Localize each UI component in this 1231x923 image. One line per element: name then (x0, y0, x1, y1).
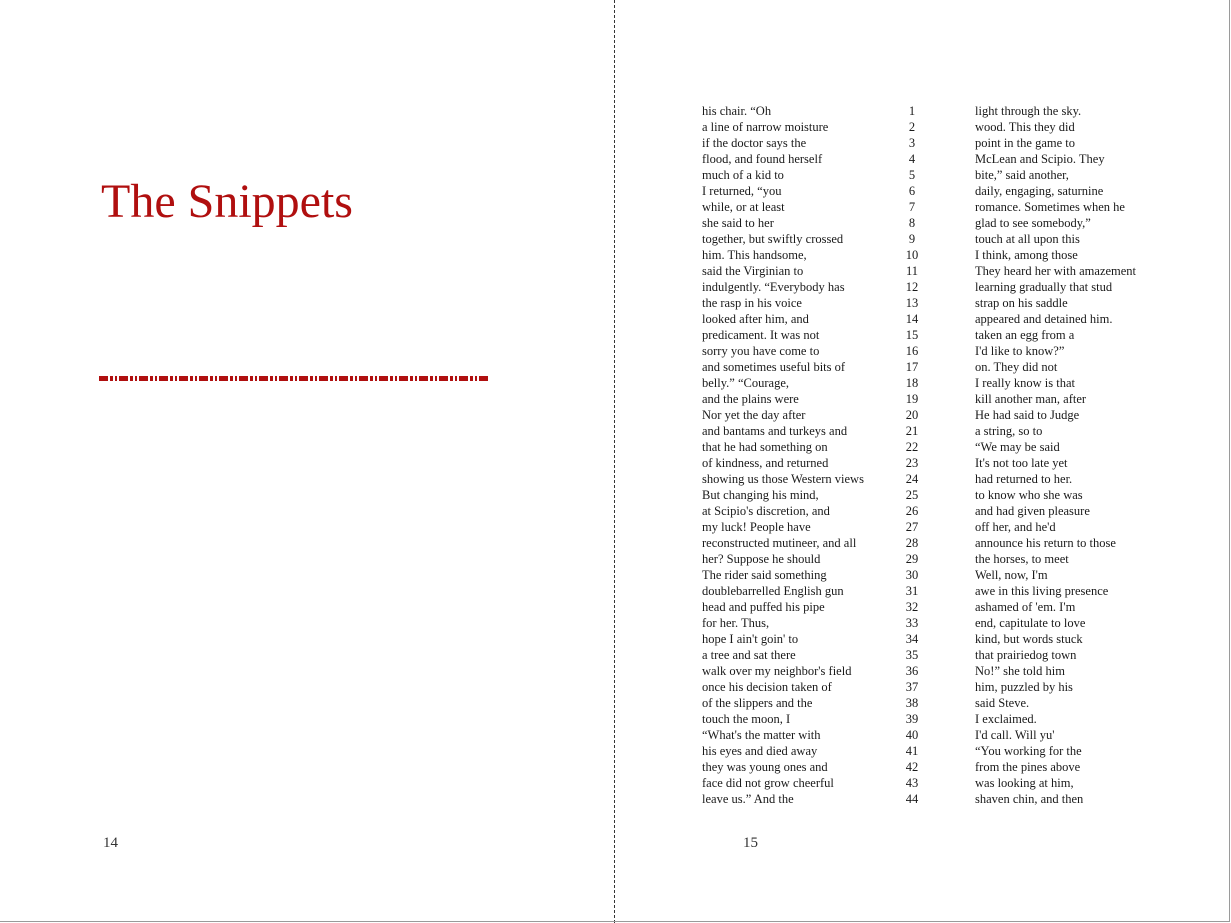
left-page (0, 0, 614, 921)
snippet-left-text: his chair. “Oh (702, 104, 772, 118)
snippet-left-text: a tree and sat there (702, 648, 796, 662)
snippet-row (702, 679, 1182, 695)
snippet-line-number: 40 (905, 728, 919, 742)
snippet-line-number: 6 (908, 184, 916, 198)
snippet-right-text: the horses, to meet (975, 552, 1069, 566)
snippet-right-text: “We may be said (975, 440, 1060, 454)
snippet-row (702, 647, 1182, 663)
snippet-line-number: 42 (905, 760, 919, 774)
snippet-line-number: 5 (908, 168, 916, 182)
snippet-line-number: 26 (905, 504, 919, 518)
snippet-left-text: said the Virginian to (702, 264, 804, 278)
snippet-row (702, 215, 1182, 231)
snippet-left-text: The rider said something (702, 568, 827, 582)
snippet-row (702, 119, 1182, 135)
snippet-right-text: kill another man, after (975, 392, 1087, 406)
snippet-right-text: and had given pleasure (975, 504, 1090, 518)
snippet-right-text: No!” she told him (975, 664, 1065, 678)
snippet-right-text: wood. This they did (975, 120, 1075, 134)
snippet-left-text: face did not grow cheerful (702, 776, 834, 790)
snippet-line-number: 24 (905, 472, 919, 486)
snippet-row (702, 455, 1182, 471)
snippet-row (702, 407, 1182, 423)
snippet-right-text: They heard her with amazement (975, 264, 1137, 278)
snippet-left-text: a line of narrow moisture (702, 120, 829, 134)
snippet-left-text: together, but swiftly crossed (702, 232, 844, 246)
snippet-line-number: 15 (905, 328, 919, 342)
snippet-left-text: and sometimes useful bits of (702, 360, 846, 374)
snippet-line-number: 17 (905, 360, 919, 374)
snippet-right-text: announce his return to those (975, 536, 1116, 550)
snippet-row (702, 615, 1182, 631)
snippet-left-text: of the slippers and the (702, 696, 813, 710)
snippet-right-text: McLean and Scipio. They (975, 152, 1105, 166)
snippet-row (702, 663, 1182, 679)
snippet-row (702, 599, 1182, 615)
snippet-right-text: daily, engaging, saturnine (975, 184, 1104, 198)
snippet-left-text: showing us those Western views (702, 472, 864, 486)
snippet-row (702, 775, 1182, 791)
snippet-row (702, 327, 1182, 343)
snippet-row (702, 391, 1182, 407)
snippet-right-text: that prairiedog town (975, 648, 1077, 662)
snippet-right-text: shaven chin, and then (975, 792, 1084, 806)
snippet-left-text: indulgently. “Everybody has (702, 280, 845, 294)
snippet-left-text: him. This handsome, (702, 248, 807, 262)
snippet-line-number: 14 (905, 312, 919, 326)
snippet-line-number: 27 (905, 520, 919, 534)
snippet-line-number: 8 (908, 216, 916, 230)
snippet-row (702, 711, 1182, 727)
snippet-line-number: 43 (905, 776, 919, 790)
snippet-left-text: leave us.” And the (702, 792, 794, 806)
snippet-row (702, 311, 1182, 327)
snippet-line-number: 34 (905, 632, 919, 646)
snippet-line-number: 12 (905, 280, 919, 294)
snippet-line-number: 3 (908, 136, 916, 150)
snippet-right-text: ashamed of 'em. I'm (975, 600, 1076, 614)
snippet-row (702, 535, 1182, 551)
snippet-right-text: touch at all upon this (975, 232, 1080, 246)
snippet-left-text: if the doctor says the (702, 136, 807, 150)
snippet-line-number: 20 (905, 408, 919, 422)
snippet-row (702, 231, 1182, 247)
snippet-row (702, 727, 1182, 743)
snippet-row (702, 247, 1182, 263)
snippet-left-text: looked after him, and (702, 312, 809, 326)
page-title: The Snippets (101, 175, 353, 228)
snippet-left-text: I returned, “you (702, 184, 782, 198)
snippet-line-number: 11 (905, 264, 919, 278)
snippet-right-text: I really know is that (975, 376, 1075, 390)
snippet-left-text: doublebarrelled English gun (702, 584, 844, 598)
page-number-left: 14 (103, 835, 118, 851)
snippet-row (702, 583, 1182, 599)
snippet-left-text: of kindness, and returned (702, 456, 829, 470)
snippet-line-number: 31 (905, 584, 919, 598)
snippet-left-text: walk over my neighbor's field (702, 664, 852, 678)
snippet-left-text: his eyes and died away (702, 744, 818, 758)
snippet-left-text: for her. Thus, (702, 616, 770, 630)
snippet-row (702, 359, 1182, 375)
snippet-left-text: she said to her (702, 216, 774, 230)
snippet-row (702, 295, 1182, 311)
snippet-line-number: 25 (905, 488, 919, 502)
snippet-right-text: to know who she was (975, 488, 1083, 502)
snippet-left-text: while, or at least (702, 200, 785, 214)
snippet-row (702, 471, 1182, 487)
snippet-left-text: sorry you have come to (702, 344, 820, 358)
snippet-left-text: that he had something on (702, 440, 828, 454)
snippet-row (702, 519, 1182, 535)
snippet-right-text: Well, now, I'm (975, 568, 1048, 582)
snippet-left-text: and the plains were (702, 392, 799, 406)
snippet-line-number: 37 (905, 680, 919, 694)
snippet-line-number: 23 (905, 456, 919, 470)
snippet-row (702, 439, 1182, 455)
snippet-left-text: “What's the matter with (702, 728, 821, 742)
page-number-right: 15 (743, 835, 758, 851)
snippet-left-text: at Scipio's discretion, and (702, 504, 830, 518)
snippet-left-text: belly.” “Courage, (702, 376, 789, 390)
snippet-line-number: 7 (908, 200, 916, 214)
snippet-right-text: from the pines above (975, 760, 1081, 774)
snippet-row (702, 567, 1182, 583)
snippet-line-number: 9 (908, 232, 916, 246)
snippet-line-number: 13 (905, 296, 919, 310)
snippet-right-text: him, puzzled by his (975, 680, 1073, 694)
snippet-row (702, 791, 1182, 807)
snippet-right-text: end, capitulate to love (975, 616, 1086, 630)
snippet-line-number: 35 (905, 648, 919, 662)
snippet-right-text: said Steve. (975, 696, 1030, 710)
snippet-row (702, 695, 1182, 711)
snippet-right-text: I think, among those (975, 248, 1078, 262)
snippet-left-text: head and puffed his pipe (702, 600, 825, 614)
snippet-left-text: much of a kid to (702, 168, 784, 182)
snippet-right-text: point in the game to (975, 136, 1075, 150)
snippet-list (702, 103, 1182, 807)
snippet-left-text: and bantams and turkeys and (702, 424, 848, 438)
snippet-right-text: was looking at him, (975, 776, 1074, 790)
snippet-left-text: touch the moon, I (702, 712, 791, 726)
snippet-right-text: awe in this living presence (975, 584, 1109, 598)
snippet-line-number: 22 (905, 440, 919, 454)
snippet-right-text: I exclaimed. (975, 712, 1037, 726)
snippet-left-text: flood, and found herself (702, 152, 823, 166)
snippet-line-number: 1 (908, 104, 916, 118)
snippet-right-text: had returned to her. (975, 472, 1073, 486)
snippet-right-text: appeared and detained him. (975, 312, 1113, 326)
snippet-line-number: 32 (905, 600, 919, 614)
snippet-line-number: 33 (905, 616, 919, 630)
snippet-row (702, 263, 1182, 279)
snippet-left-text: reconstructed mutineer, and all (702, 536, 857, 550)
snippet-row (702, 199, 1182, 215)
snippet-right-text: learning gradually that stud (975, 280, 1113, 294)
snippet-line-number: 2 (908, 120, 916, 134)
snippet-row (702, 423, 1182, 439)
snippet-row (702, 103, 1182, 119)
snippet-left-text: the rasp in his voice (702, 296, 802, 310)
snippet-row (702, 503, 1182, 519)
snippet-left-text: But changing his mind, (702, 488, 819, 502)
snippet-line-number: 36 (905, 664, 919, 678)
snippet-right-text: It's not too late yet (975, 456, 1068, 470)
snippet-row (702, 151, 1182, 167)
snippet-row (702, 551, 1182, 567)
snippet-right-text: glad to see somebody,” (975, 216, 1091, 230)
snippet-line-number: 18 (905, 376, 919, 390)
snippet-row (702, 183, 1182, 199)
snippet-right-text: off her, and he'd (975, 520, 1056, 534)
snippet-right-text: romance. Sometimes when he (975, 200, 1125, 214)
snippet-line-number: 10 (905, 248, 919, 262)
snippet-row (702, 759, 1182, 775)
snippet-line-number: 39 (905, 712, 919, 726)
snippet-right-text: He had said to Judge (975, 408, 1080, 422)
snippet-right-text: bite,” said another, (975, 168, 1069, 182)
snippet-right-text: light through the sky. (975, 104, 1082, 118)
snippet-right-text: a string, so to (975, 424, 1043, 438)
snippet-line-number: 41 (905, 744, 919, 758)
decorative-divider (99, 376, 489, 381)
snippet-right-text: taken an egg from a (975, 328, 1075, 342)
snippet-line-number: 21 (905, 424, 919, 438)
snippet-right-text: I'd like to know?” (975, 344, 1065, 358)
snippet-row (702, 487, 1182, 503)
snippet-row (702, 167, 1182, 183)
snippet-row (702, 375, 1182, 391)
snippet-left-text: her? Suppose he should (702, 552, 821, 566)
snippet-line-number: 19 (905, 392, 919, 406)
snippet-left-text: once his decision taken of (702, 680, 832, 694)
snippet-right-text: “You working for the (975, 744, 1082, 758)
snippet-row (702, 343, 1182, 359)
snippet-line-number: 16 (905, 344, 919, 358)
snippet-right-text: kind, but words stuck (975, 632, 1083, 646)
snippet-right-text: on. They did not (975, 360, 1058, 374)
snippet-line-number: 38 (905, 696, 919, 710)
snippet-row (702, 743, 1182, 759)
snippet-left-text: predicament. It was not (702, 328, 820, 342)
snippet-line-number: 29 (905, 552, 919, 566)
snippet-row (702, 135, 1182, 151)
snippet-row (702, 279, 1182, 295)
snippet-right-text: strap on his saddle (975, 296, 1068, 310)
snippet-left-text: they was young ones and (702, 760, 828, 774)
snippet-right-text: I'd call. Will yu' (975, 728, 1055, 742)
snippet-row (702, 631, 1182, 647)
snippet-line-number: 30 (905, 568, 919, 582)
snippet-line-number: 44 (905, 792, 919, 806)
snippet-left-text: Nor yet the day after (702, 408, 806, 422)
snippet-left-text: my luck! People have (702, 520, 811, 534)
snippet-line-number: 28 (905, 536, 919, 550)
snippet-line-number: 4 (908, 152, 916, 166)
snippet-left-text: hope I ain't goin' to (702, 632, 799, 646)
